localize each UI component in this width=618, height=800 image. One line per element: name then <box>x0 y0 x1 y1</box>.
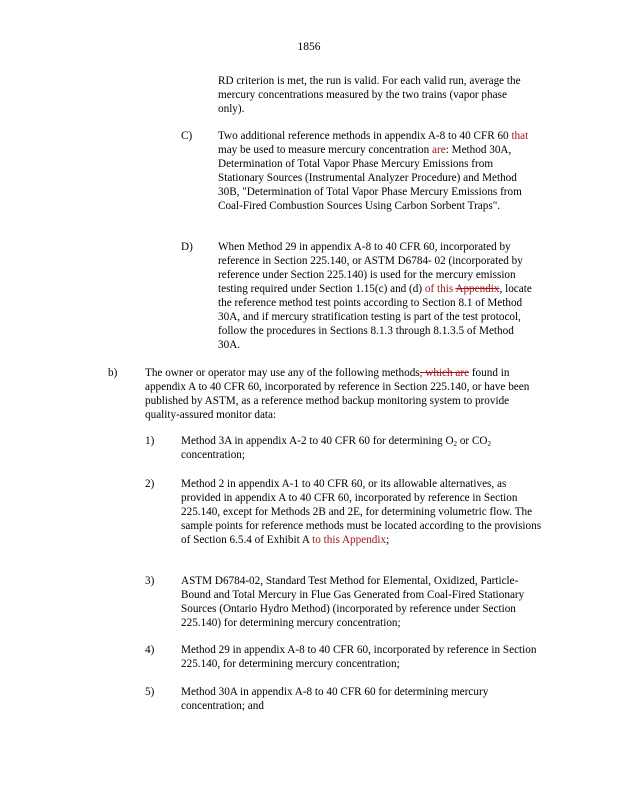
item-b-label: b) <box>108 367 118 379</box>
text-run: , locate the reference method test points according to Section 8.1 of Method 30A, and if mercury stratification testing is part of the test protocol, follow the procedures in Sections 8.1.3 through 8.1.3.5 of Method 30A. <box>218 283 532 351</box>
list-item-5-text: Method 30A in appendix A-8 to 40 CFR 60 for determining mercury concentration; and <box>181 686 489 712</box>
text-run: found in appendix A to 40 CFR 60, incorporated by reference in Section 225.140, or have been published by ASTM, as a reference method backup monitoring system to provide quality-assured monitor data: <box>145 367 530 421</box>
deleted-text: Appendix <box>455 283 500 295</box>
list-item-2-label: 2) <box>145 478 155 490</box>
text-run: ; <box>386 534 390 546</box>
subscript: 2 <box>487 440 491 448</box>
inserted-text: that <box>511 130 529 142</box>
list-item-1-text <box>181 434 541 462</box>
item-d-label: D) <box>181 241 193 253</box>
list-item-4-text: Method 29 in appendix A-8 to 40 CFR 60, incorporated by reference in Section 225.140, for determining mercury concentration; <box>181 644 537 670</box>
text-run: may be used to measure mercury concentration <box>218 144 433 156</box>
item-c-paragraph <box>218 129 536 213</box>
text-run: When Method 29 in appendix A-8 to 40 CFR 60, incorporated by reference in Section 225.140, or ASTM D6784- 02 (incorporated by reference under Section 225.140) is used for the mercury emission testing required under Section 1.15(c) and (d) <box>218 241 523 295</box>
text-run: Method 3A in appendix A-2 to 40 CFR 60 for determining O <box>181 435 454 447</box>
text-run: or CO <box>457 435 488 447</box>
text-run: : Method 30A, Determination of Total Vapor Phase Mercury Emissions from Stationary Sources (Instrumental Analyzer Procedure) and Method 30B, "Determination of Total Vapor Phase Mercury Emissions from Coal-Fired Combustion Sources Using Carbon Sorbent Traps". <box>218 144 522 212</box>
item-d-paragraph <box>218 240 536 352</box>
subscript: 2 <box>453 440 458 448</box>
inserted-text: are <box>432 144 446 156</box>
item-b-paragraph <box>145 366 543 422</box>
text-run: Method 2 in appendix A-1 to 40 CFR 60, or its allowable alternatives, as provided in appendix A to 40 CFR 60, incorporated by reference in Section 225.140, except for Methods 2B and 2E, for determining volumetric flow. The sample points for reference methods must be located according to the provisions of Section 6.5.4 of Exhibit A <box>181 478 542 546</box>
list-item-4-label: 4) <box>145 644 155 656</box>
text-run: Two additional reference methods in appendix A-8 to 40 CFR 60 <box>218 130 512 142</box>
inserted-text: to this Appendix <box>312 534 387 546</box>
list-item-1-label: 1) <box>145 435 155 447</box>
item-c-label: C) <box>181 130 193 142</box>
continuation-paragraph: RD criterion is met, the run is valid. For each valid run, average the mercury concentrations measured by the two trains (vapor phase only). <box>218 75 521 115</box>
deleted-text: , which are <box>419 367 470 379</box>
text-run: concentration; <box>181 449 245 461</box>
inserted-text: of this <box>424 283 454 295</box>
list-item-3-label: 3) <box>145 575 155 587</box>
text-run: The owner or operator may use any of the following methods <box>145 367 420 379</box>
list-item-2-text <box>181 477 545 547</box>
list-item-5-label: 5) <box>145 686 155 698</box>
list-item-3-text: ASTM D6784-02, Standard Test Method for Elemental, Oxidized, Particle-Bound and Total Mercury in Flue Gas Generated from Coal-Fired Stationary Sources (Ontario Hydro Method) (incorporated by reference under Section 225.140) for determining mercury concentration; <box>181 575 525 629</box>
page-number: 1856 <box>297 41 321 53</box>
